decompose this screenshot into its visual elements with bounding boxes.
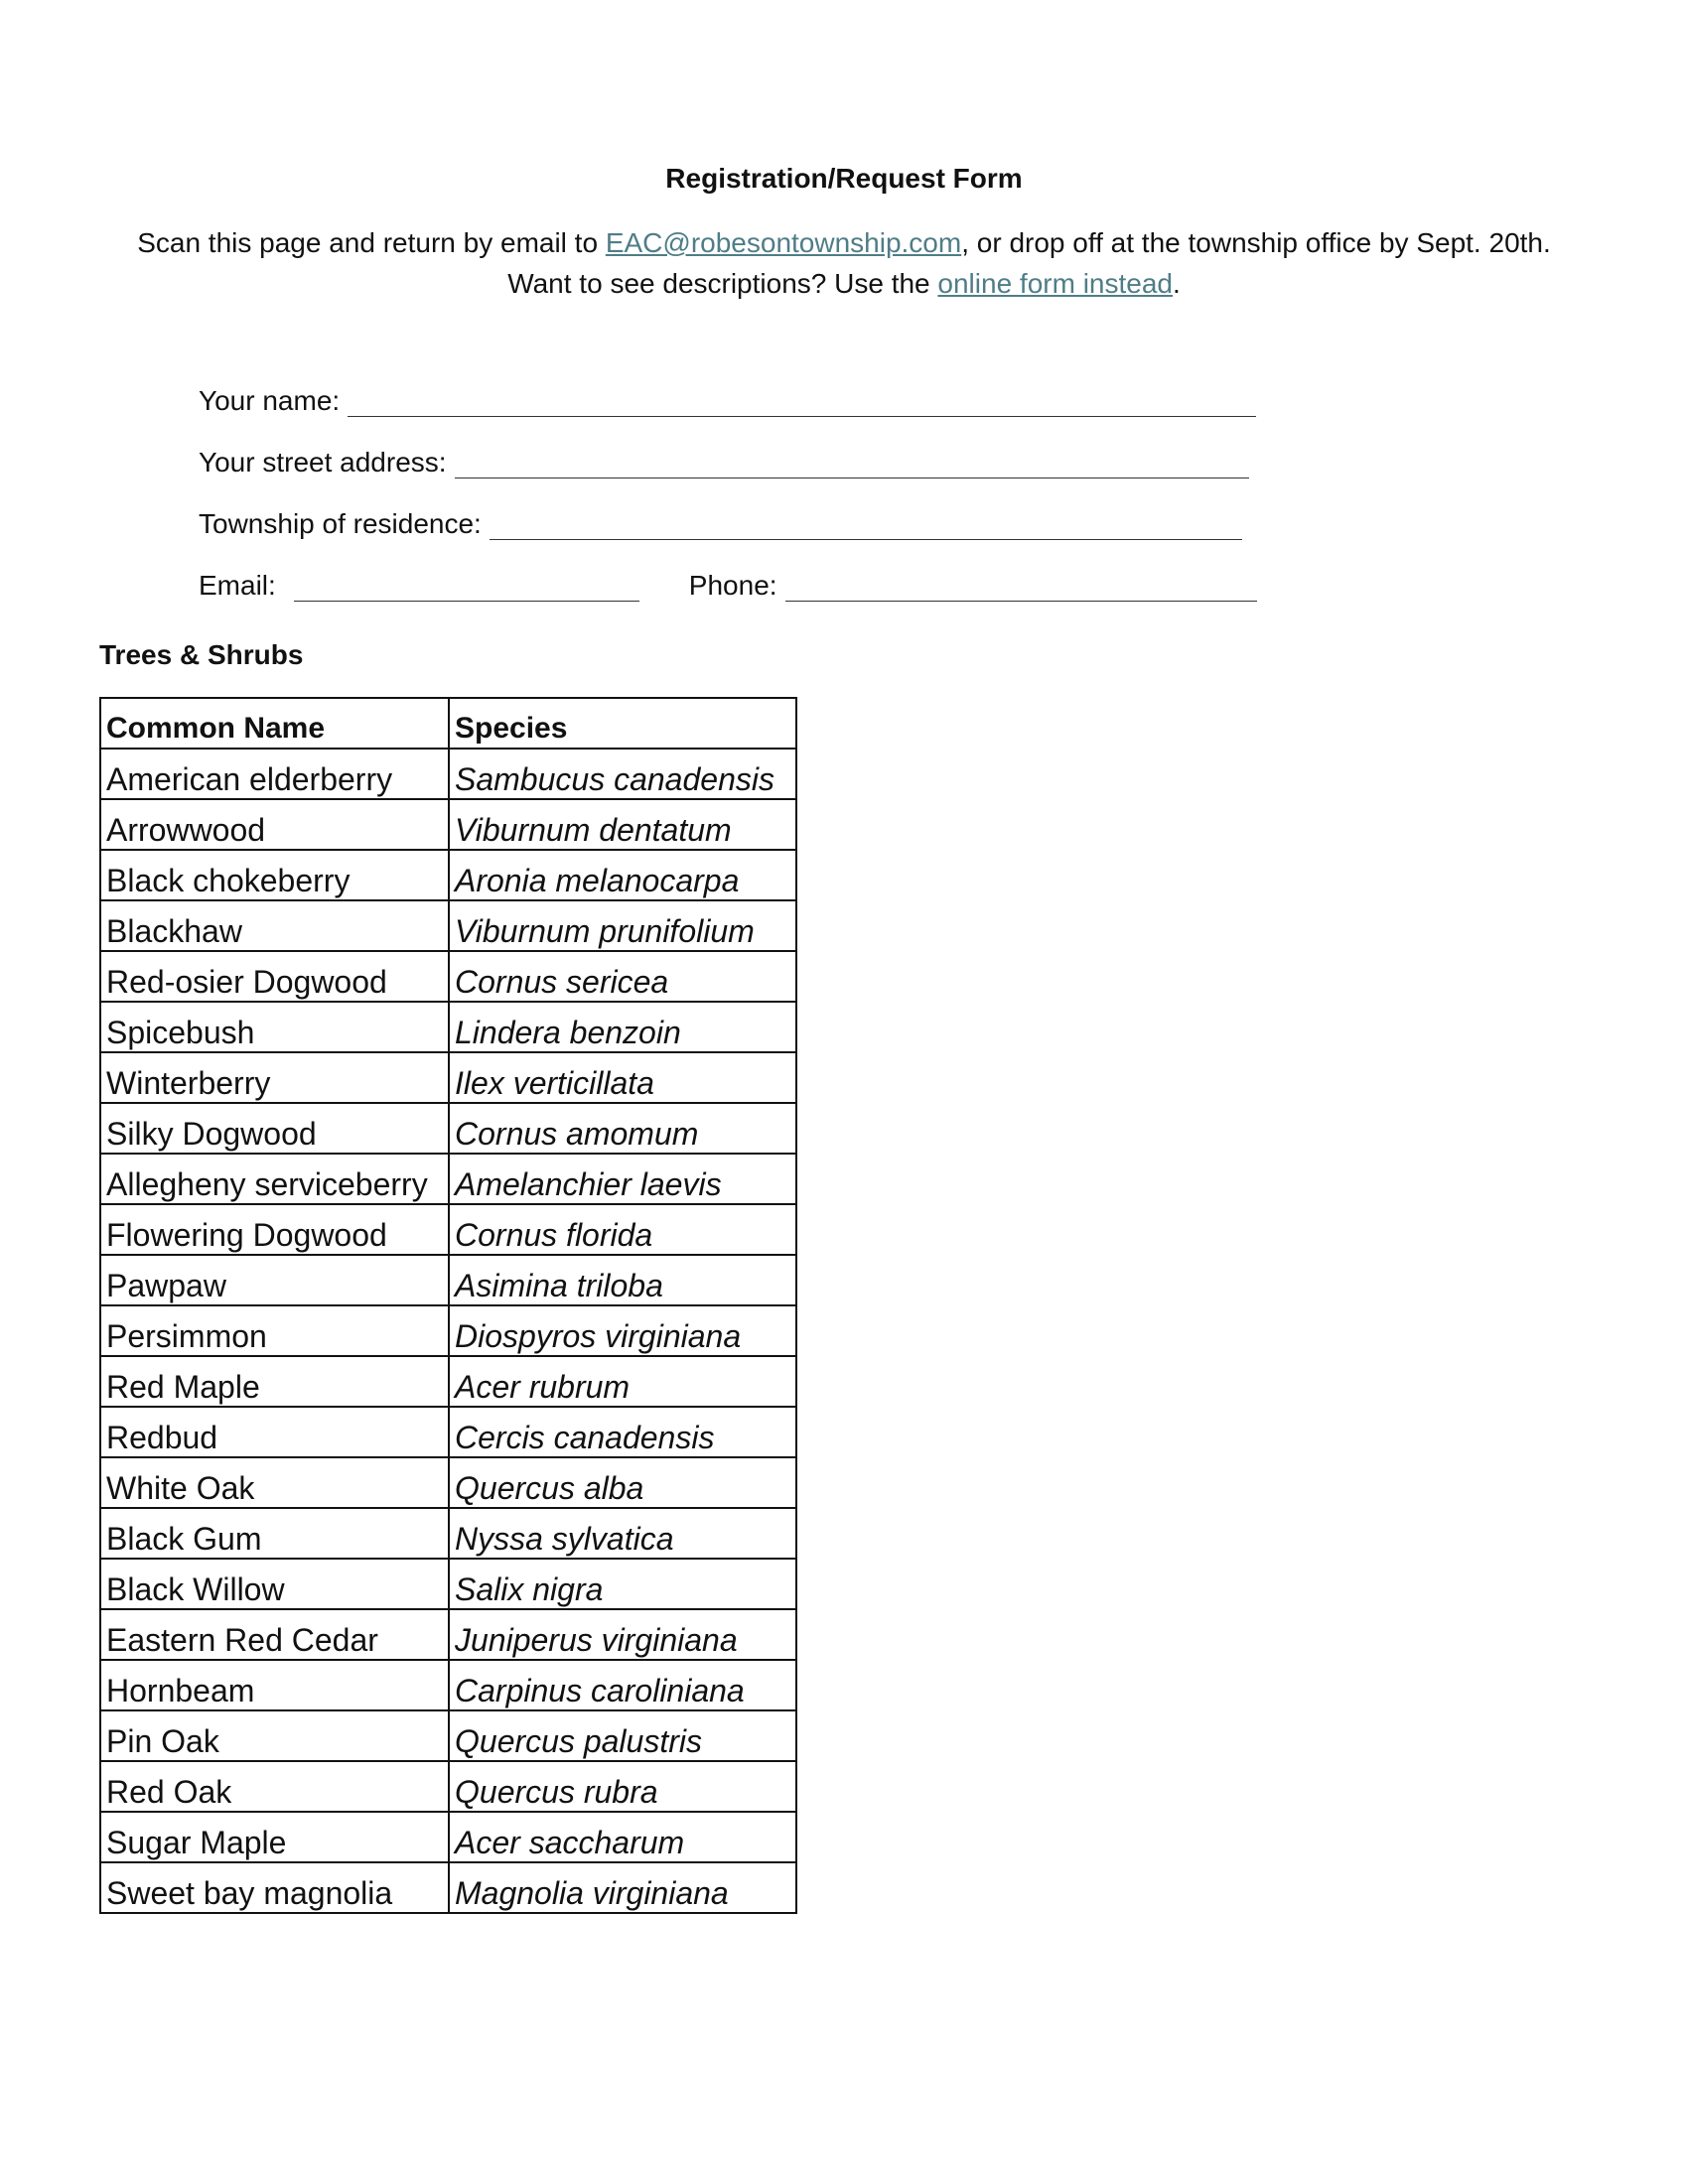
table-row — [100, 1559, 796, 1609]
common-name-cell: Red-osier Dogwood — [100, 951, 449, 1002]
table-row — [100, 1204, 796, 1255]
species-cell: Quercus palustris — [449, 1710, 796, 1761]
species-cell: Asimina triloba — [449, 1255, 796, 1305]
common-name-cell: Redbud — [100, 1407, 449, 1457]
common-name-cell: Spicebush — [100, 1002, 449, 1052]
table-row — [100, 1407, 796, 1457]
species-cell: Magnolia virginiana — [449, 1862, 796, 1913]
table-row — [100, 1002, 796, 1052]
species-header: Species — [449, 698, 796, 749]
address-field-row — [199, 447, 1249, 478]
species-cell: Cornus sericea — [449, 951, 796, 1002]
species-cell: Sambucus canadensis — [449, 749, 796, 799]
species-cell: Nyssa sylvatica — [449, 1508, 796, 1559]
table-row — [100, 1457, 796, 1508]
table-row — [100, 1862, 796, 1913]
instructions-line-1 — [0, 222, 1688, 263]
table-row — [100, 799, 796, 850]
common-name-cell: Persimmon — [100, 1305, 449, 1356]
species-cell: Carpinus caroliniana — [449, 1660, 796, 1710]
common-name-cell: Blackhaw — [100, 900, 449, 951]
species-cell: Amelanchier laevis — [449, 1154, 796, 1204]
table-row — [100, 1052, 796, 1103]
species-cell: Juniperus virginiana — [449, 1609, 796, 1660]
online-form-link[interactable]: online form instead — [937, 268, 1173, 299]
species-cell: Acer rubrum — [449, 1356, 796, 1407]
common-name-cell: White Oak — [100, 1457, 449, 1508]
table-row — [100, 1356, 796, 1407]
table-row — [100, 749, 796, 799]
township-label: Township of residence: — [199, 508, 482, 539]
species-cell: Cornus florida — [449, 1204, 796, 1255]
name-input-line[interactable] — [348, 386, 1256, 417]
table-row — [100, 900, 796, 951]
species-cell: Viburnum prunifolium — [449, 900, 796, 951]
common-name-cell: Black chokeberry — [100, 850, 449, 900]
table-row — [100, 1710, 796, 1761]
section-heading: Trees & Shrubs — [99, 639, 304, 670]
table-row — [100, 1812, 796, 1862]
common-name-cell: Flowering Dogwood — [100, 1204, 449, 1255]
common-name-cell: Sweet bay magnolia — [100, 1862, 449, 1913]
common-name-cell: Pawpaw — [100, 1255, 449, 1305]
common-name-cell: Hornbeam — [100, 1660, 449, 1710]
table-row — [100, 1305, 796, 1356]
table-header-row — [100, 698, 796, 749]
common-name-cell: Black Gum — [100, 1508, 449, 1559]
table-row — [100, 1103, 796, 1154]
species-cell: Viburnum dentatum — [449, 799, 796, 850]
email-label: Email: — [199, 570, 276, 601]
address-label: Your street address: — [199, 447, 447, 478]
species-cell: Quercus alba — [449, 1457, 796, 1508]
address-input-line[interactable] — [455, 448, 1249, 478]
instructions-text: , or drop off at the township office by Sept. 20th. — [961, 227, 1551, 258]
township-field-row — [199, 508, 1242, 540]
plant-table-body — [100, 749, 796, 1913]
common-name-cell: Sugar Maple — [100, 1812, 449, 1862]
species-cell: Cercis canadensis — [449, 1407, 796, 1457]
table-row — [100, 1154, 796, 1204]
species-cell: Aronia melanocarpa — [449, 850, 796, 900]
common-name-header: Common Name — [100, 698, 449, 749]
phone-label: Phone: — [688, 570, 777, 601]
instructions-line-2 — [0, 263, 1688, 304]
common-name-cell: Allegheny serviceberry — [100, 1154, 449, 1204]
table-row — [100, 1609, 796, 1660]
email-input-line[interactable] — [294, 571, 639, 602]
species-cell: Diospyros virginiana — [449, 1305, 796, 1356]
species-cell: Acer saccharum — [449, 1812, 796, 1862]
common-name-cell: American elderberry — [100, 749, 449, 799]
common-name-cell: Silky Dogwood — [100, 1103, 449, 1154]
name-label: Your name: — [199, 385, 341, 416]
species-cell: Cornus amomum — [449, 1103, 796, 1154]
common-name-cell: Pin Oak — [100, 1710, 449, 1761]
common-name-cell: Eastern Red Cedar — [100, 1609, 449, 1660]
common-name-cell: Red Maple — [100, 1356, 449, 1407]
species-cell: Salix nigra — [449, 1559, 796, 1609]
table-row — [100, 850, 796, 900]
instructions-text: . — [1172, 268, 1181, 299]
common-name-cell: Red Oak — [100, 1761, 449, 1812]
table-row — [100, 1255, 796, 1305]
table-row — [100, 1508, 796, 1559]
instructions-text: Want to see descriptions? Use the — [507, 268, 938, 299]
species-cell: Quercus rubra — [449, 1761, 796, 1812]
species-cell: Ilex verticillata — [449, 1052, 796, 1103]
phone-input-line[interactable] — [785, 571, 1257, 602]
plant-table — [99, 697, 797, 1914]
page-title: Registration/Request Form — [665, 163, 1023, 194]
common-name-cell: Black Willow — [100, 1559, 449, 1609]
common-name-cell: Winterberry — [100, 1052, 449, 1103]
table-row — [100, 1660, 796, 1710]
table-row — [100, 951, 796, 1002]
table-row — [100, 1761, 796, 1812]
contact-field-row — [199, 570, 1257, 602]
instructions — [0, 222, 1688, 304]
common-name-cell: Arrowwood — [100, 799, 449, 850]
instructions-text: Scan this page and return by email to — [137, 227, 606, 258]
email-link[interactable]: EAC@robesontownship.com — [605, 227, 962, 258]
name-field-row — [199, 385, 1256, 417]
township-input-line[interactable] — [490, 509, 1242, 540]
species-cell: Lindera benzoin — [449, 1002, 796, 1052]
